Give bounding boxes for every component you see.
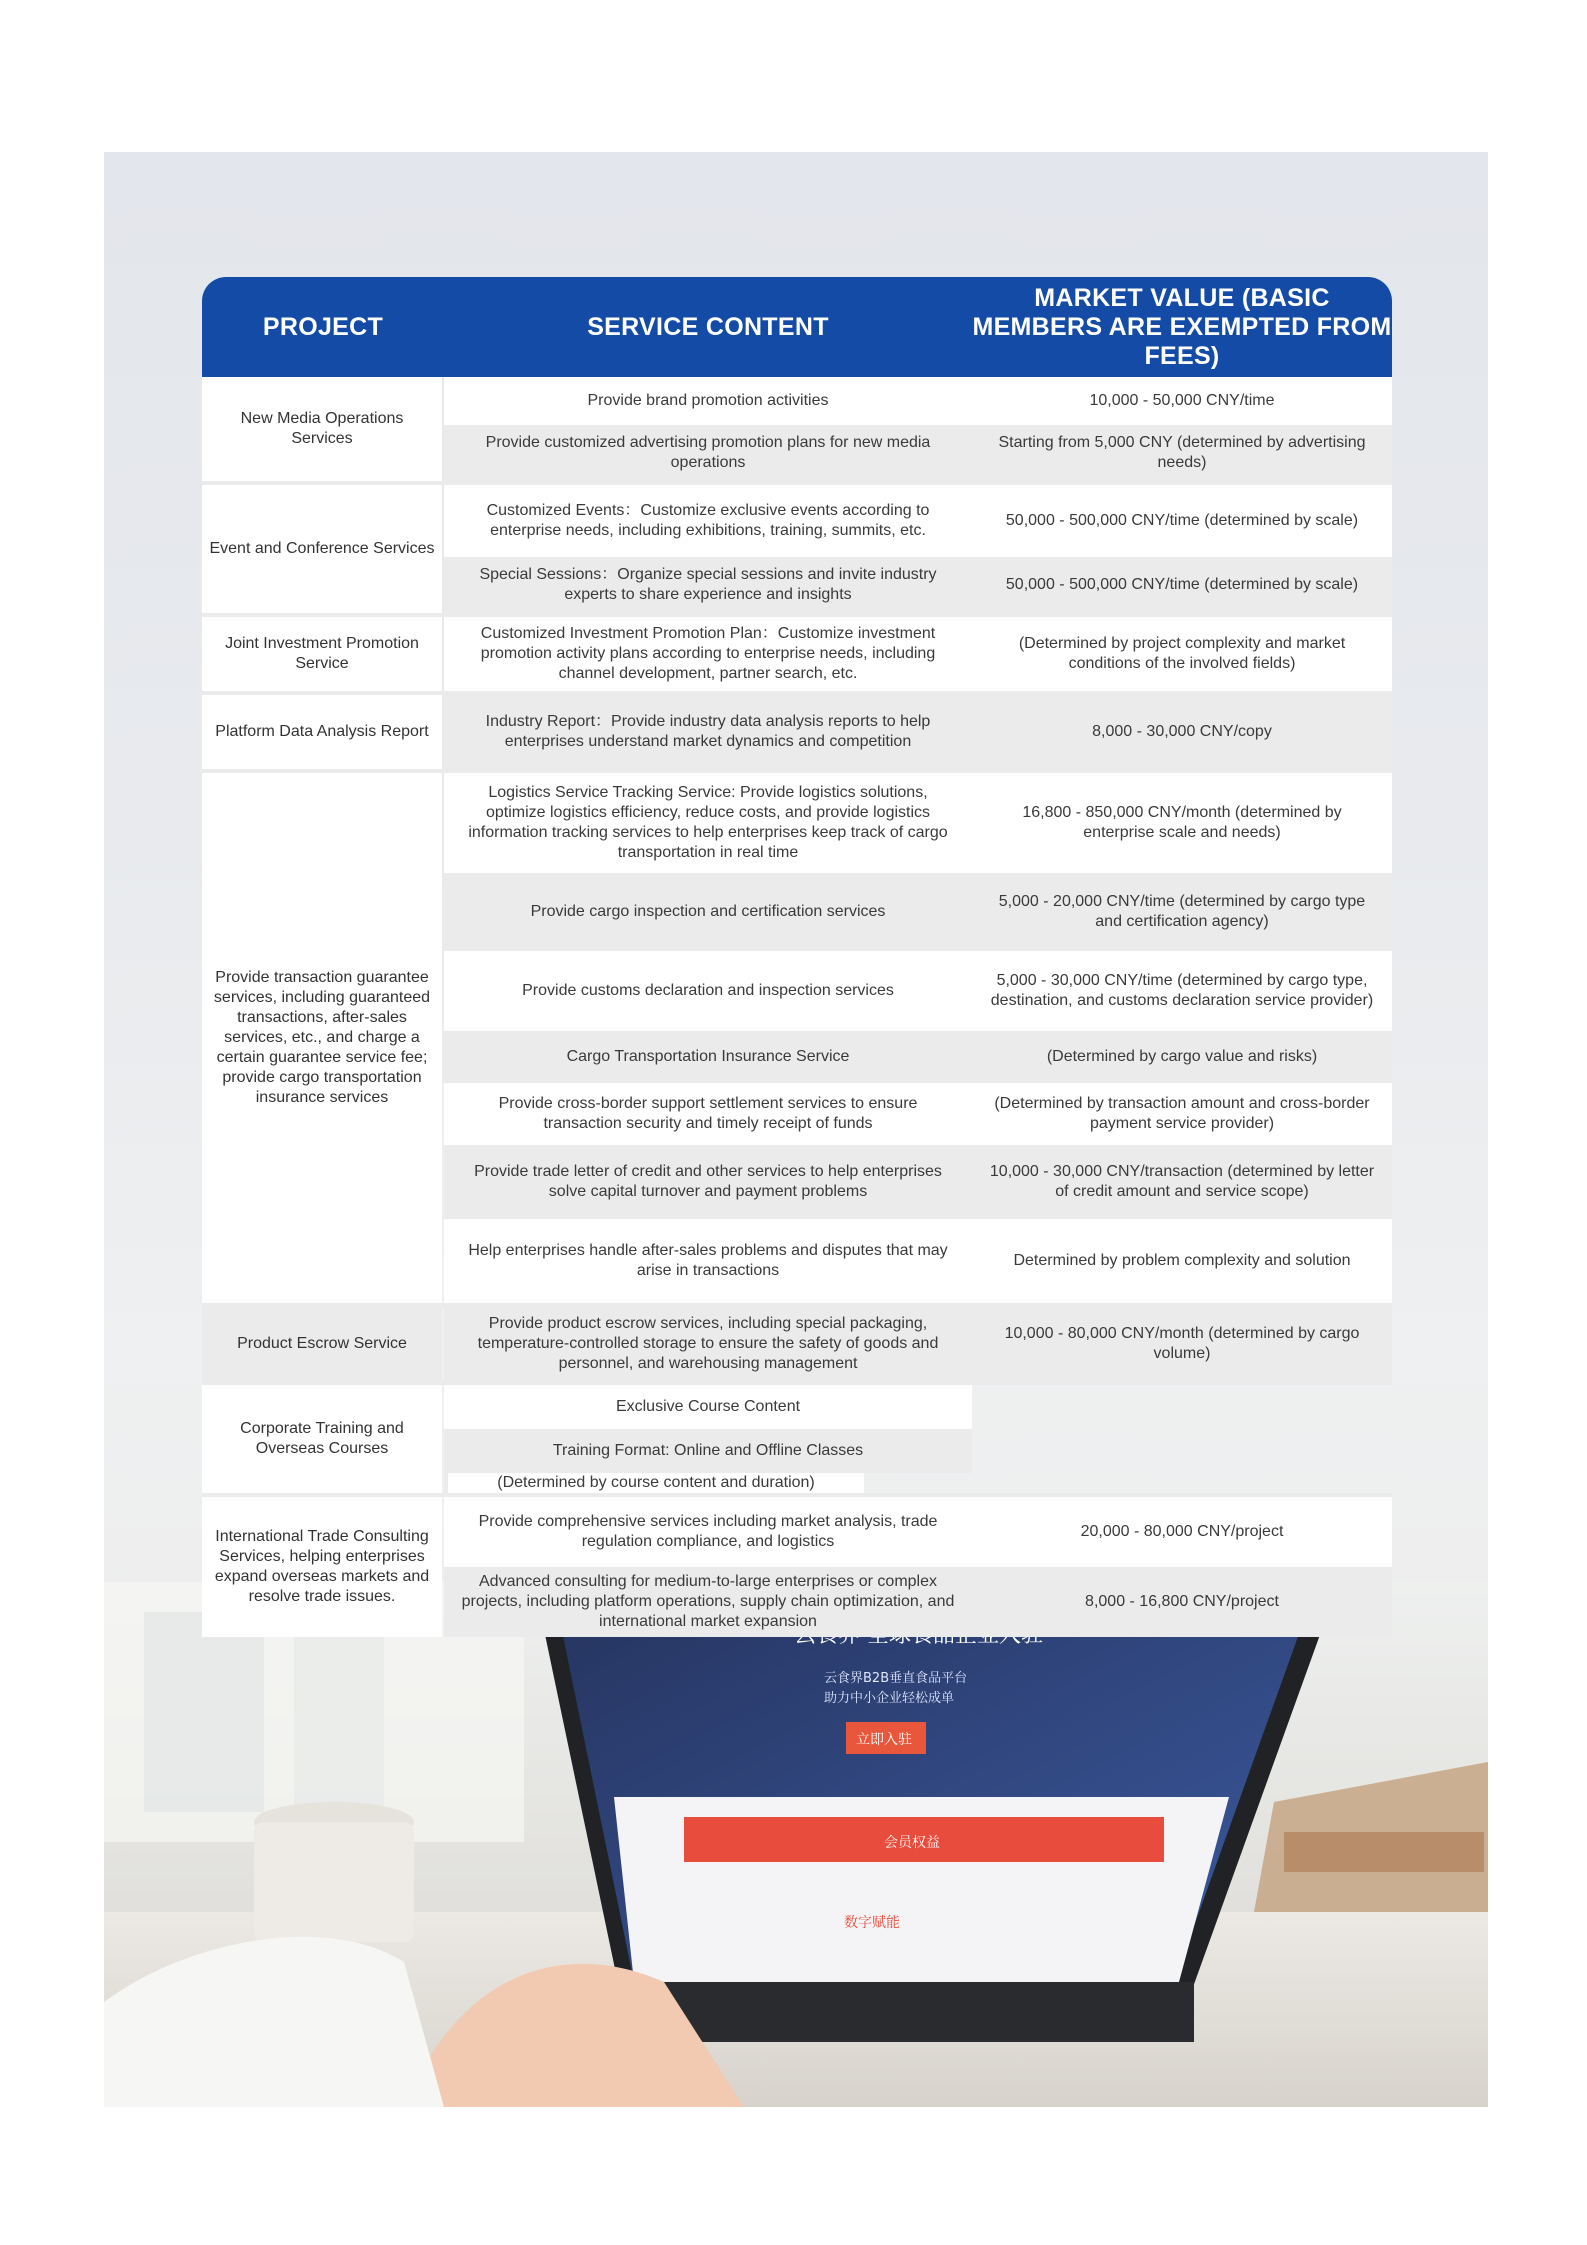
value-cell: 10,000 - 30,000 CNY/transaction (determined by letter of credit amount and service scope)	[972, 1145, 1392, 1219]
service-cell: Logistics Service Tracking Service: Provide logistics solutions, optimize logistics efficiency, reduce costs, and provide logistics information tracking services to help enterprises keep track of cargo transportation in real time	[444, 773, 972, 873]
table-row	[444, 557, 1392, 613]
group-event-conference	[202, 485, 1392, 613]
value-cell: (Determined by course content and duration)	[444, 1473, 864, 1493]
service-cell: Industry Report：Provide industry data analysis reports to help enterprises understand market dynamics and competition	[444, 695, 972, 769]
service-cell: Provide cross-border support settlement services to ensure transaction security and timely receipt of funds	[444, 1083, 972, 1145]
service-cell: Provide product escrow services, including special packaging, temperature-controlled storage to ensure the safety of goods and personnel, and warehousing management	[444, 1307, 972, 1381]
value-cell: (Determined by transaction amount and cross-border payment service provider)	[972, 1083, 1392, 1145]
group-corporate-training	[202, 1385, 1392, 1493]
table-row	[444, 773, 1392, 873]
service-cell: Exclusive Course Content	[444, 1385, 972, 1429]
service-cell: Provide cargo inspection and certification services	[444, 873, 972, 951]
value-cell: (Determined by project complexity and market conditions of the involved fields)	[972, 617, 1392, 691]
value-cell: 8,000 - 30,000 CNY/copy	[972, 695, 1392, 769]
table-row	[444, 695, 1392, 769]
service-cell: Advanced consulting for medium-to-large enterprises or complex projects, including platform operations, supply chain optimization, and international market expansion	[444, 1567, 972, 1637]
project-cell: Corporate Training and Overseas Courses	[202, 1385, 442, 1493]
project-cell: Provide transaction guarantee services, including guaranteed transactions, after-sales services, etc., and charge a certain guarantee service fee; provide cargo transportation insurance services	[202, 773, 442, 1303]
service-cell: Cargo Transportation Insurance Service	[444, 1031, 972, 1083]
project-cell: Event and Conference Services	[202, 485, 442, 613]
screen-banner-sub2: 助力中小企业轻松成单	[824, 1691, 955, 1706]
value-cell: Starting from 5,000 CNY (determined by advertising needs)	[972, 425, 1392, 481]
service-cell: Provide brand promotion activities	[444, 377, 972, 425]
table-row	[444, 1497, 1392, 1567]
group-platform-data	[202, 695, 1392, 769]
table-row	[444, 1083, 1392, 1145]
project-cell: Platform Data Analysis Report	[202, 695, 442, 769]
table-row	[444, 1145, 1392, 1219]
table-row	[444, 485, 1392, 557]
value-cell: 50,000 - 500,000 CNY/time (determined by scale)	[972, 557, 1392, 613]
value-cell: (Determined by cargo value and risks)	[972, 1031, 1392, 1083]
table-row	[444, 951, 1392, 1031]
service-cell: Help enterprises handle after-sales problems and disputes that may arise in transactions	[444, 1219, 972, 1303]
screen-join-button: 立即入驻	[856, 1732, 912, 1748]
group-transaction-guarantee	[202, 773, 1392, 1303]
service-cell: Customized Investment Promotion Plan：Customize investment promotion activity plans according to enterprise needs, including channel development, partner search, etc.	[444, 617, 972, 691]
services-table	[202, 277, 1392, 1637]
table-row	[444, 1567, 1392, 1637]
service-cell: Special Sessions：Organize special sessions and invite industry experts to share experience and insights	[444, 557, 972, 613]
table-header	[202, 277, 1392, 377]
project-cell: Product Escrow Service	[202, 1307, 442, 1381]
project-cell: International Trade Consulting Services, helping enterprises expand overseas markets and resolve trade issues.	[202, 1497, 442, 1637]
table-row	[444, 1307, 1392, 1381]
table-row	[444, 377, 1392, 425]
screen-banner-sub1: 云食界B2B垂直食品平台	[824, 1671, 968, 1686]
value-cell: 20,000 - 80,000 CNY/project	[972, 1497, 1392, 1567]
service-cell: Provide trade letter of credit and other services to help enterprises solve capital turnover and payment problems	[444, 1145, 972, 1219]
header-project: PROJECT	[262, 312, 384, 341]
group-international-trade	[202, 1497, 1392, 1637]
service-cell: Provide customized advertising promotion plans for new media operations	[444, 425, 972, 481]
header-service-content: SERVICE CONTENT	[587, 312, 829, 341]
project-cell: New Media Operations Services	[202, 377, 442, 481]
value-cell: 10,000 - 80,000 CNY/month (determined by cargo volume)	[972, 1307, 1392, 1381]
group-new-media	[202, 377, 1392, 481]
value-cell: Determined by problem complexity and solution	[972, 1219, 1392, 1303]
group-joint-investment	[202, 617, 1392, 691]
group-product-escrow	[202, 1307, 1392, 1381]
header-market-value: MARKET VALUE (BASIC MEMBERS ARE EXEMPTED FROM FEES)	[972, 283, 1392, 370]
service-cell: Provide customs declaration and inspection services	[444, 951, 972, 1031]
project-cell: Joint Investment Promotion Service	[202, 617, 442, 691]
value-cell: 50,000 - 500,000 CNY/time (determined by scale)	[972, 485, 1392, 557]
table-row	[444, 1031, 1392, 1083]
value-cell: 10,000 - 50,000 CNY/time	[972, 377, 1392, 425]
value-cell: 5,000 - 20,000 CNY/time (determined by cargo type and certification agency)	[972, 873, 1392, 951]
value-cell: 8,000 - 16,800 CNY/project	[972, 1567, 1392, 1637]
service-cell: Provide comprehensive services including market analysis, trade regulation compliance, and logistics	[444, 1497, 972, 1567]
screen-digital-heading: 数字赋能	[844, 1915, 900, 1931]
table-row	[444, 617, 1392, 691]
service-cell: Customized Events：Customize exclusive events according to enterprise needs, including exhibitions, training, summits, etc.	[444, 485, 972, 557]
table-row	[444, 425, 1392, 481]
table-row	[444, 1219, 1392, 1303]
value-cell: 16,800 - 850,000 CNY/month (determined by enterprise scale and needs)	[972, 773, 1392, 873]
screen-equity-heading: 会员权益	[884, 1835, 940, 1851]
value-cell: 5,000 - 30,000 CNY/time (determined by cargo type, destination, and customs declaration service provider)	[972, 951, 1392, 1031]
table-row	[444, 873, 1392, 951]
service-cell: Training Format: Online and Offline Classes	[444, 1429, 972, 1473]
laptop-photo	[104, 1582, 1488, 2107]
